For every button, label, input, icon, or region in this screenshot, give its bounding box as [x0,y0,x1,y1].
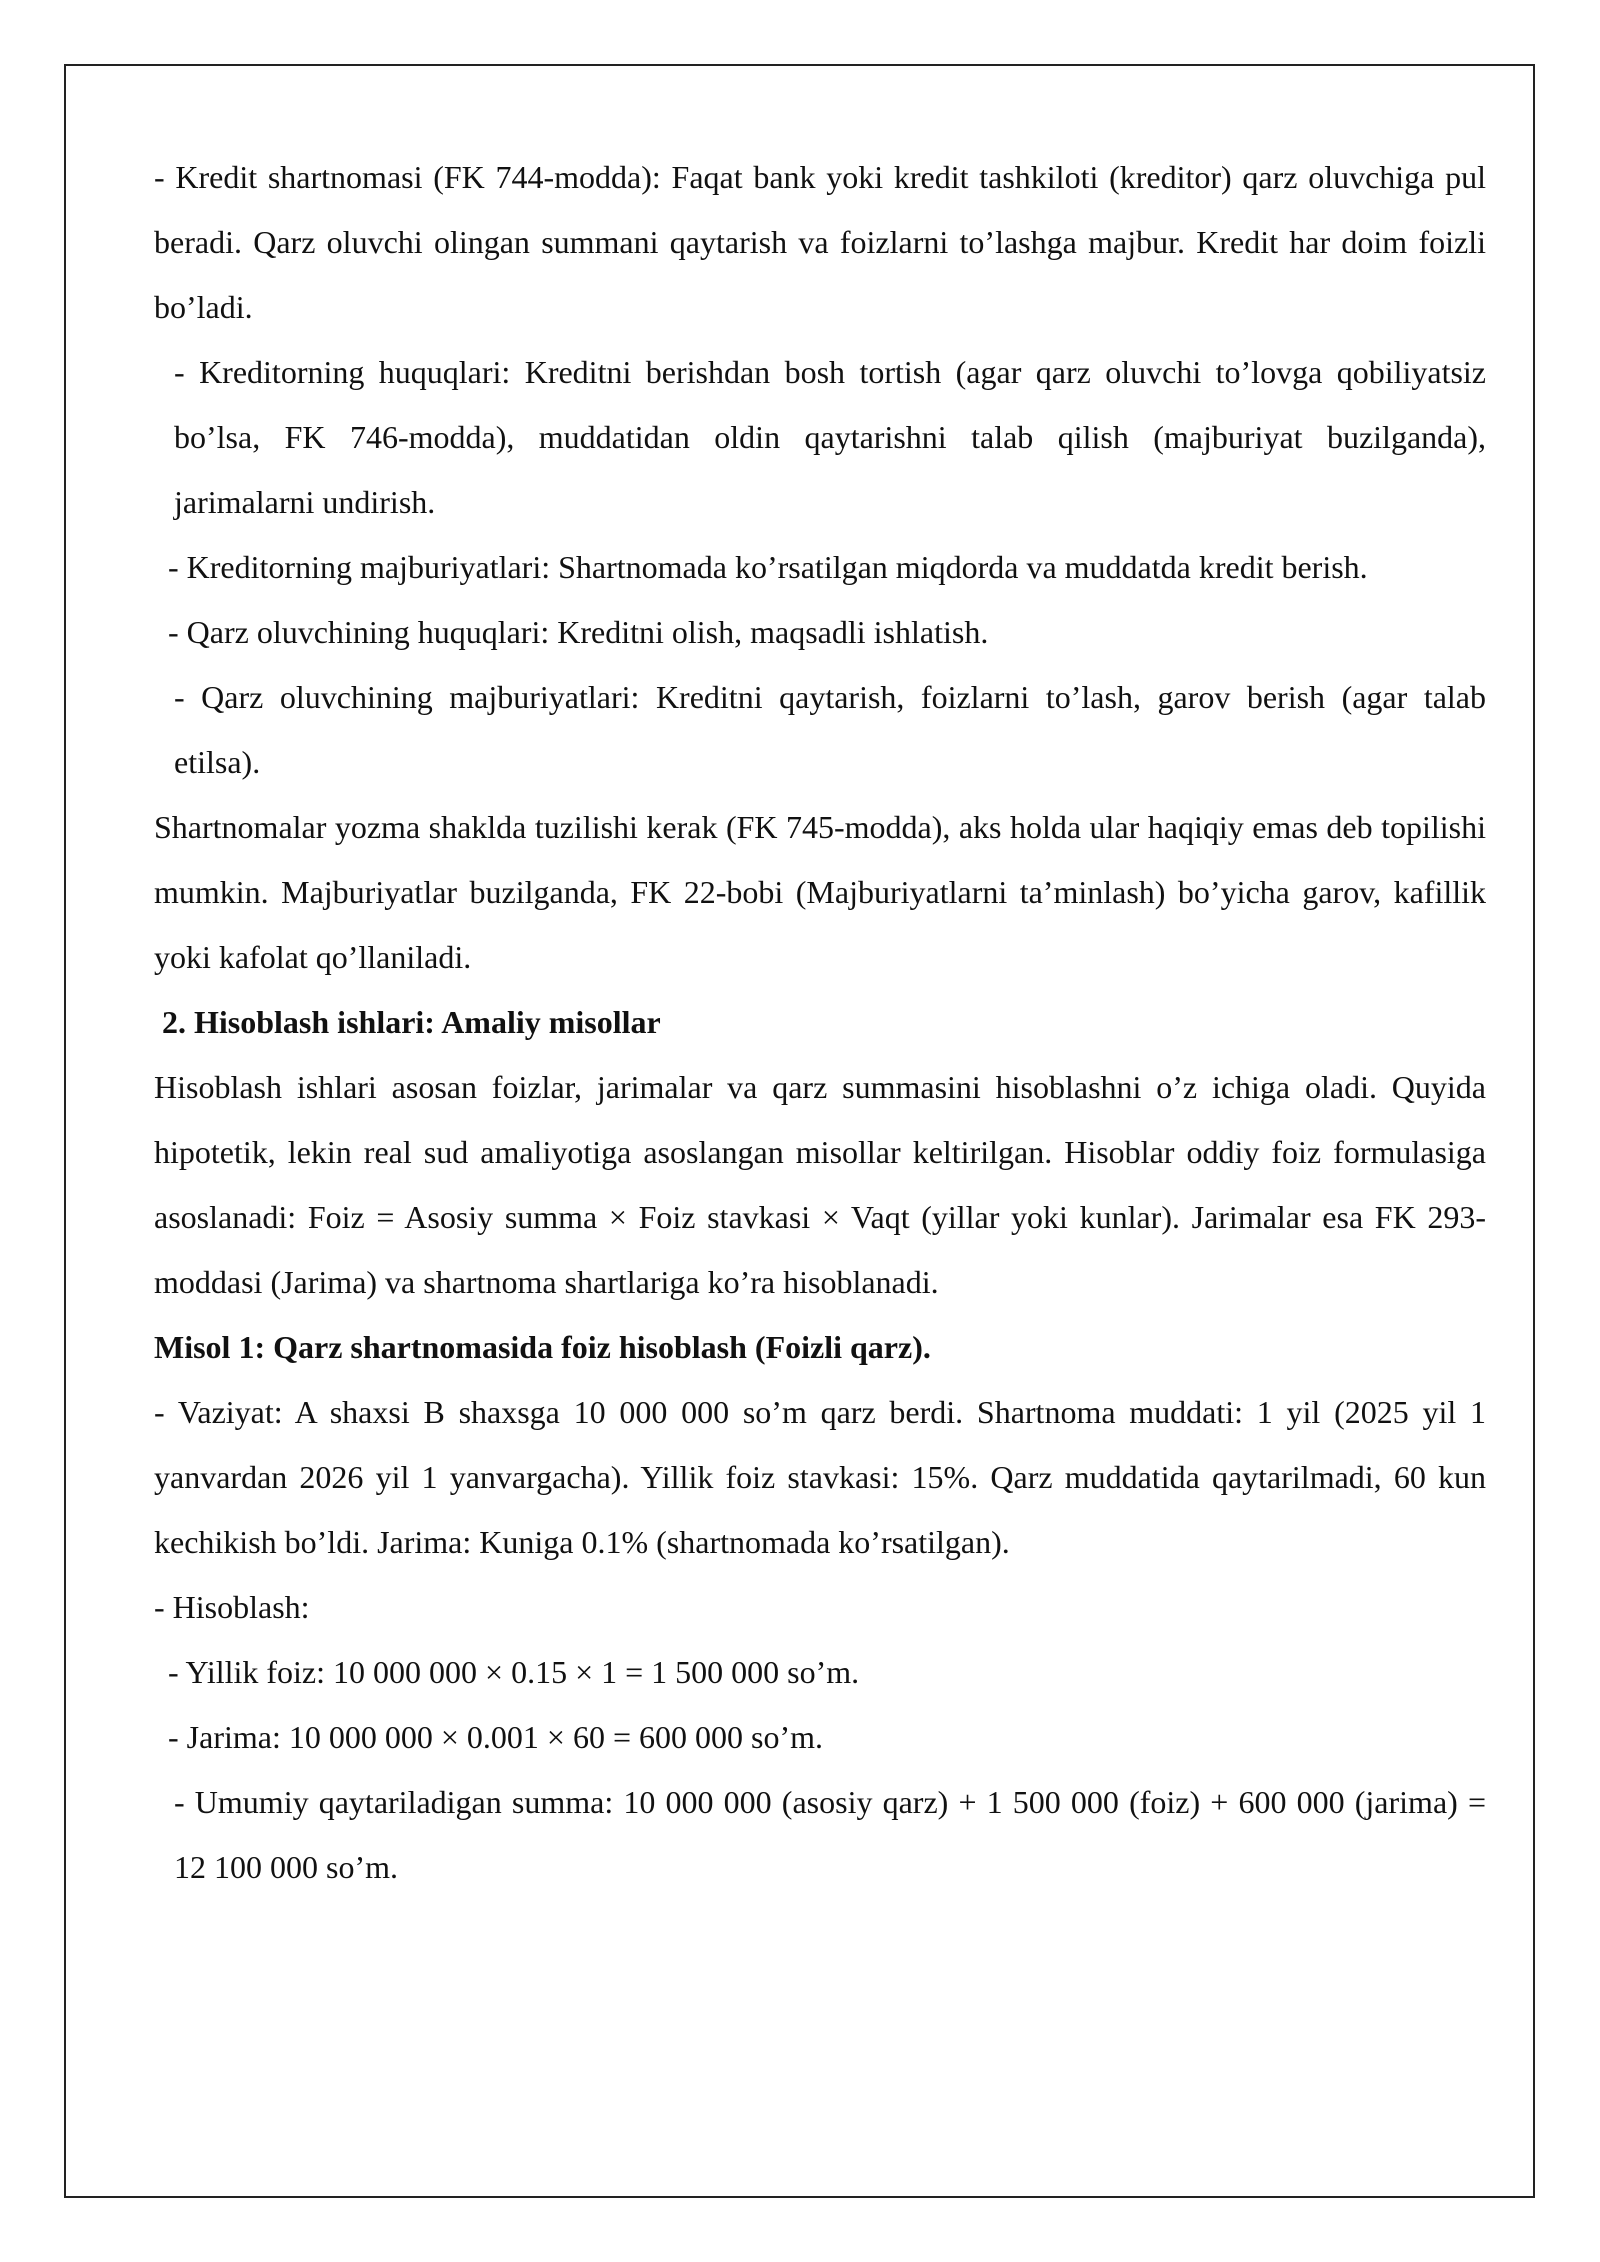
calc-line-yillik-foiz: - Yillik foiz: 10 000 000 × 0.15 × 1 = 1 500 000 so’m. [168,1654,860,1690]
document-body [154,145,1486,1900]
paragraph-kreditor-majburiyatlari: - Kreditorning majburiyatlari: Shartnomada ko’rsatilgan miqdorda va muddatda kredit berish. [168,549,1368,585]
paragraph-qarz-oluvchi-huquqlari: - Qarz oluvchining huquqlari: Kreditni olish, maqsadli ishlatish. [168,614,989,650]
paragraph-vaziyat: - Vaziyat: A shaxsi B shaxsga 10 000 000 so’m qarz berdi. Shartnoma muddati: 1 yil (2025 yil 1 yanvardan 2026 yil 1 yanvargacha). Yillik foiz stavkasi: 15%. Qarz muddatida qaytarilmadi, 60 kun kechikish bo’ldi. Jarima: Kuniga 0.1% (shartnomada ko’rsatilgan). [154,1394,1486,1560]
example-heading-misol-1: Misol 1: Qarz shartnomasida foiz hisoblash (Foizli qarz). [154,1329,931,1365]
paragraph-kredit-shartnomasi: - Kredit shartnomasi (FK 744-modda): Faqat bank yoki kredit tashkiloti (kreditor) qarz oluvchiga pul beradi. Qarz oluvchi olingan summani qaytarish va foizlarni to’lashga majbur. Kredit har doim foizli bo’ladi. [154,159,1486,325]
paragraph-shartnomalar-yozma: Shartnomalar yozma shaklda tuzilishi kerak (FK 745-modda), aks holda ular haqiqiy emas deb topilishi mumkin. Majburiyatlar buzilganda, FK 22-bobi (Majburiyatlarni ta’minlash) bo’yicha garov, kafillik yoki kafolat qo’llaniladi. [154,809,1486,975]
paragraph-hisoblash-label: - Hisoblash: [154,1589,310,1625]
calc-line-umumiy-summa: - Umumiy qaytariladigan summa: 10 000 000 (asosiy qarz) + 1 500 000 (foiz) + 600 000 (jarima) = 12 100 000 so’m. [174,1784,1486,1885]
calc-line-jarima: - Jarima: 10 000 000 × 0.001 × 60 = 600 000 so’m. [168,1719,823,1755]
paragraph-qarz-oluvchi-majburiyatlari: - Qarz oluvchining majburiyatlari: Kreditni qaytarish, foizlarni to’lash, garov berish (agar talab etilsa). [174,679,1486,780]
paragraph-kreditor-huquqlari: - Kreditorning huquqlari: Kreditni berishdan bosh tortish (agar qarz oluvchi to’lovga qobiliyatsiz bo’lsa, FK 746-modda), muddatidan oldin qaytarishni talab qilish (majburiyat buzilganda), jarimalarni undirish. [174,354,1486,520]
paragraph-hisoblash-ishlari: Hisoblash ishlari asosan foizlar, jarimalar va qarz summasini hisoblashni o’z ichiga oladi. Quyida hipotetik, lekin real sud amaliyotiga asoslangan misollar keltirilgan. Hisoblar oddiy foiz formulasiga asoslanadi: Foiz = Asosiy summa × Foiz stavkasi × Vaqt (yillar yoki kunlar). Jarimalar esa FK 293-moddasi (Jarima) va shartnoma shartlariga ko’ra hisoblanadi. [154,1069,1486,1300]
section-heading-hisoblash-ishlari: 2. Hisoblash ishlari: Amaliy misollar [162,1004,661,1040]
